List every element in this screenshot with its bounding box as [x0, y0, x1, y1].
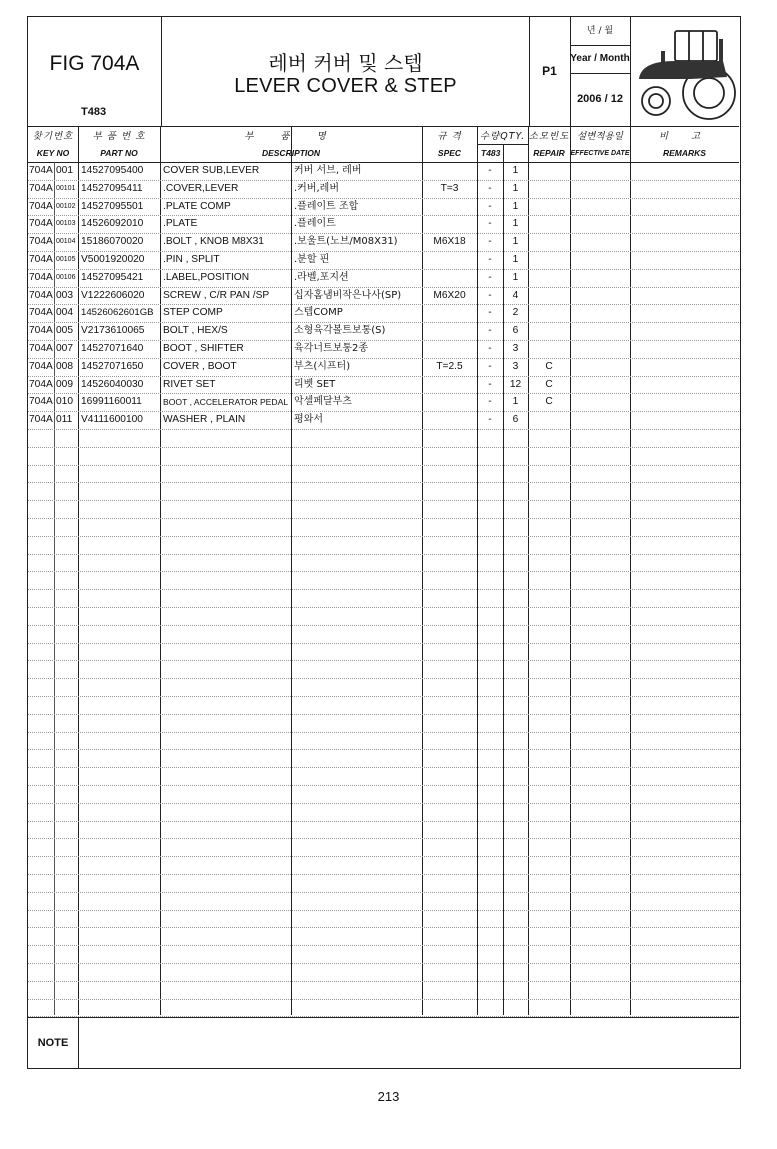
fig-cell: 704A	[29, 360, 53, 372]
fig-cell: 704A	[29, 218, 53, 230]
fig-cell: 704A	[29, 343, 53, 354]
note-label: NOTE	[28, 1018, 79, 1068]
description-korean-cell: 십자홈냄비작은나사(SP)	[294, 289, 402, 301]
key-cell: 011	[56, 414, 73, 426]
part-number-cell: 15186070020	[81, 236, 144, 248]
key-cell: 009	[56, 378, 73, 390]
table-row	[28, 269, 739, 288]
table-row	[28, 233, 739, 252]
spec-cell	[422, 251, 477, 269]
description-korean-cell: .커버,레버	[294, 182, 339, 194]
year-month-korean: 년 / 월	[570, 17, 630, 46]
empty-row	[28, 571, 739, 590]
description-korean-cell: 스텝COMP	[294, 307, 343, 319]
spec-cell	[422, 304, 477, 322]
spec-cell	[422, 393, 477, 411]
empty-row	[28, 465, 739, 484]
empty-row	[28, 589, 739, 608]
empty-row	[28, 945, 739, 964]
qty-cell: 1	[512, 165, 519, 176]
empty-row	[28, 963, 739, 982]
repair-cell	[528, 215, 570, 233]
description-cell: STEP COMP	[163, 307, 223, 319]
spec-cell: M6X20	[433, 289, 466, 301]
col-part: 부 품 번 호 PART NO	[92, 131, 146, 158]
description-cell: SCREW , C/R PAN /SP	[163, 289, 270, 301]
empty-row	[28, 892, 739, 911]
key-cell: 004	[56, 307, 73, 319]
key-cell: 010	[56, 396, 73, 408]
table-row	[28, 340, 739, 359]
qty-cell: 3	[512, 360, 519, 372]
model-code: T483	[81, 106, 107, 118]
key-cell: 00106	[56, 273, 76, 281]
qty-cell: 1	[512, 254, 519, 265]
spec-cell	[422, 411, 477, 429]
part-number-cell: 14526040030	[81, 378, 144, 390]
spec-cell	[422, 340, 477, 358]
fig-cell: 704A	[29, 396, 53, 408]
qty-cell: 12	[509, 378, 522, 390]
description-korean-cell: 소형육각볼트보통(S)	[294, 325, 386, 337]
qty-cell: 1	[512, 236, 519, 248]
page-number: 213	[377, 1089, 400, 1104]
empty-row	[28, 856, 739, 875]
qty-dash-cell: -	[488, 236, 492, 248]
empty-row	[28, 785, 739, 804]
qty-cell: 1	[512, 182, 519, 194]
qty-dash-cell: -	[488, 182, 492, 194]
qty-dash-cell: -	[488, 200, 492, 212]
fig-cell: 704A	[29, 165, 53, 176]
description-cell: WASHER , PLAIN	[163, 414, 246, 426]
part-number-cell: 14527095501	[81, 200, 144, 212]
empty-row	[28, 767, 739, 786]
description-korean-cell: 악셀페달부츠	[294, 396, 352, 408]
col-key: 찾기번호 KEY NO	[32, 131, 74, 158]
qty-dash-cell: -	[488, 414, 492, 426]
description-cell: .PIN , SPLIT	[163, 254, 220, 265]
title-korean: 레버 커버 및 스텝	[268, 51, 423, 75]
key-cell: 00101	[56, 184, 76, 192]
fig-cell: 704A	[29, 414, 53, 426]
table-row	[28, 304, 739, 323]
empty-row	[28, 821, 739, 840]
fig-cell: 704A	[29, 307, 53, 319]
parts-table	[28, 162, 739, 1017]
empty-row	[28, 500, 739, 519]
title-english: LEVER COVER & STEP	[234, 75, 457, 97]
qty-dash-cell: -	[488, 360, 492, 372]
key-cell: 005	[56, 325, 73, 337]
table-row	[28, 411, 739, 430]
table-row	[28, 198, 739, 217]
empty-row	[28, 482, 739, 501]
table-row	[28, 215, 739, 234]
year-month-box	[570, 17, 630, 126]
page-label: P1	[542, 64, 557, 78]
spec-cell: T=2.5	[436, 360, 463, 372]
empty-row	[28, 803, 739, 822]
qty-cell: 1	[512, 200, 519, 212]
qty-dash-cell: -	[488, 307, 492, 319]
qty-cell: 2	[512, 307, 519, 319]
empty-row	[28, 518, 739, 537]
repair-cell	[528, 411, 570, 429]
empty-row	[28, 447, 739, 466]
key-cell: 001	[56, 165, 73, 176]
spec-cell	[422, 162, 477, 180]
qty-dash-cell: -	[488, 343, 492, 354]
qty-dash-cell: -	[488, 271, 492, 283]
key-cell: 00105	[56, 256, 76, 263]
description-korean-cell: 평와서	[294, 414, 323, 426]
table-row	[28, 322, 739, 341]
repair-cell	[528, 322, 570, 340]
qty-dash-cell: -	[488, 289, 492, 301]
empty-row	[28, 429, 739, 448]
description-cell: RIVET SET	[163, 378, 216, 390]
description-cell: BOOT , ACCELERATOR PEDAL	[163, 397, 289, 408]
description-cell: .PLATE COMP	[163, 200, 231, 212]
col-qty: 수량QTY. T483	[479, 131, 526, 158]
empty-row	[28, 607, 739, 626]
part-number-cell: 14526092010	[81, 218, 144, 230]
repair-cell	[528, 233, 570, 251]
qty-cell: 1	[512, 218, 519, 230]
repair-cell	[528, 304, 570, 322]
qty-cell: 3	[512, 343, 519, 354]
description-cell: .LABEL,POSITION	[163, 271, 250, 283]
spec-cell	[422, 376, 477, 394]
note-section	[28, 1017, 739, 1068]
key-cell: 003	[56, 289, 73, 301]
empty-row	[28, 910, 739, 929]
table-row	[28, 393, 739, 412]
fig-cell: 704A	[29, 378, 53, 390]
part-number-cell: V1222606020	[81, 289, 145, 301]
tractor-icon	[631, 17, 739, 126]
repair-cell	[528, 287, 570, 305]
key-cell: 00102	[56, 202, 76, 210]
empty-row	[28, 838, 739, 857]
empty-row	[28, 554, 739, 573]
part-number-cell: 14527095400	[81, 165, 144, 176]
repair-cell	[528, 198, 570, 216]
spec-cell: T=3	[440, 182, 459, 194]
year-month-english: Year / Month	[570, 45, 630, 74]
spec-cell	[422, 198, 477, 216]
qty-dash-cell: -	[488, 165, 492, 176]
table-row	[28, 358, 739, 377]
col-description: 부 품 명 DESCRIPTION	[244, 131, 338, 158]
part-number-cell: 16991160011	[81, 396, 142, 408]
parts-sheet	[27, 16, 741, 1069]
empty-row	[28, 981, 739, 1000]
key-cell: 00104	[56, 238, 76, 246]
col-effective-date: 설변적용일 EFFECTIVE DATE	[570, 131, 630, 157]
col-remarks: 비 고 REMARKS	[658, 131, 711, 158]
empty-row	[28, 732, 739, 751]
repair-cell: C	[545, 378, 553, 390]
description-korean-cell: 커버 서브, 레버	[294, 165, 362, 176]
description-cell: BOOT , SHIFTER	[163, 343, 244, 354]
empty-row	[28, 714, 739, 733]
column-header	[28, 126, 739, 163]
description-korean-cell: .분할 핀	[294, 254, 330, 265]
qty-cell: 1	[512, 396, 519, 408]
part-number-cell: 14527071640	[81, 343, 144, 354]
qty-dash-cell: -	[488, 218, 492, 230]
fig-cell: 704A	[29, 289, 53, 301]
description-cell: COVER SUB,LEVER	[163, 165, 260, 176]
empty-row	[28, 678, 739, 697]
description-cell: BOLT , HEX/S	[163, 325, 228, 337]
spec-cell	[422, 269, 477, 287]
figure-box	[28, 17, 161, 126]
figure-number: FIG 704A	[49, 52, 140, 75]
fig-cell: 704A	[29, 271, 53, 283]
qty-cell: 1	[512, 271, 519, 283]
table-row	[28, 287, 739, 306]
sheet-header	[28, 17, 739, 127]
qty-cell: 6	[512, 325, 519, 337]
description-cell: .BOLT , KNOB M8X31	[163, 236, 264, 248]
description-cell: .PLATE	[163, 218, 198, 230]
empty-row	[28, 874, 739, 893]
qty-dash-cell: -	[488, 378, 492, 390]
empty-row	[28, 696, 739, 715]
repair-cell	[528, 162, 570, 180]
col-spec: 규 격 SPEC	[437, 131, 462, 158]
spec-cell	[422, 215, 477, 233]
description-korean-cell: .플레이트	[294, 218, 336, 230]
repair-cell	[528, 251, 570, 269]
empty-row	[28, 643, 739, 662]
empty-row	[28, 625, 739, 644]
qty-dash-cell: -	[488, 396, 492, 408]
fig-cell: 704A	[29, 325, 53, 337]
part-number-cell: V2173610065	[81, 325, 145, 337]
repair-cell: C	[545, 360, 553, 372]
tractor-logo	[631, 17, 739, 126]
key-cell: 007	[56, 343, 73, 354]
table-row	[28, 251, 739, 270]
empty-row	[28, 999, 739, 1018]
qty-cell: 6	[512, 414, 519, 426]
key-cell: 008	[56, 360, 73, 372]
repair-cell: C	[545, 396, 553, 408]
description-cell: COVER , BOOT	[163, 360, 237, 372]
part-number-cell: 14527095421	[81, 271, 144, 283]
fig-cell: 704A	[29, 182, 53, 194]
qty-dash-cell: -	[488, 325, 492, 337]
col-repair: 소모빈도 REPAIR	[528, 131, 570, 158]
description-cell: .COVER,LEVER	[163, 182, 239, 194]
repair-cell	[528, 269, 570, 287]
table-row	[28, 180, 739, 199]
description-korean-cell: .보울트(노브/M08X31)	[294, 236, 398, 248]
part-number-cell: 14527095411	[81, 182, 143, 194]
table-row	[28, 162, 739, 181]
repair-cell	[528, 180, 570, 198]
description-korean-cell: 부츠(시프터)	[294, 360, 351, 372]
description-korean-cell: .라벨,포지션	[294, 271, 349, 283]
key-cell: 00103	[56, 220, 76, 228]
qty-dash-cell: -	[488, 254, 492, 265]
part-number-cell: V4111600100	[81, 414, 143, 426]
fig-cell: 704A	[29, 200, 53, 212]
spec-cell	[422, 322, 477, 340]
spec-cell: M6X18	[433, 236, 466, 248]
part-number-cell: V5001920020	[81, 254, 145, 265]
title-box	[162, 17, 529, 126]
empty-row	[28, 660, 739, 679]
description-korean-cell: .플레이트 조합	[294, 200, 359, 212]
qty-cell: 4	[512, 289, 519, 301]
empty-row	[28, 749, 739, 768]
description-korean-cell: 육각너트보통2종	[294, 343, 368, 354]
page-box	[529, 17, 570, 126]
part-number-cell: 14527071650	[81, 360, 144, 372]
empty-row	[28, 927, 739, 946]
part-number-cell: 14526062601GB	[81, 307, 154, 319]
table-row	[28, 376, 739, 395]
empty-row	[28, 536, 739, 555]
fig-cell: 704A	[29, 254, 53, 265]
description-korean-cell: 리벳 SET	[294, 378, 336, 390]
fig-cell: 704A	[29, 236, 53, 248]
issue-date: 2006 / 12	[577, 93, 623, 105]
repair-cell	[528, 340, 570, 358]
